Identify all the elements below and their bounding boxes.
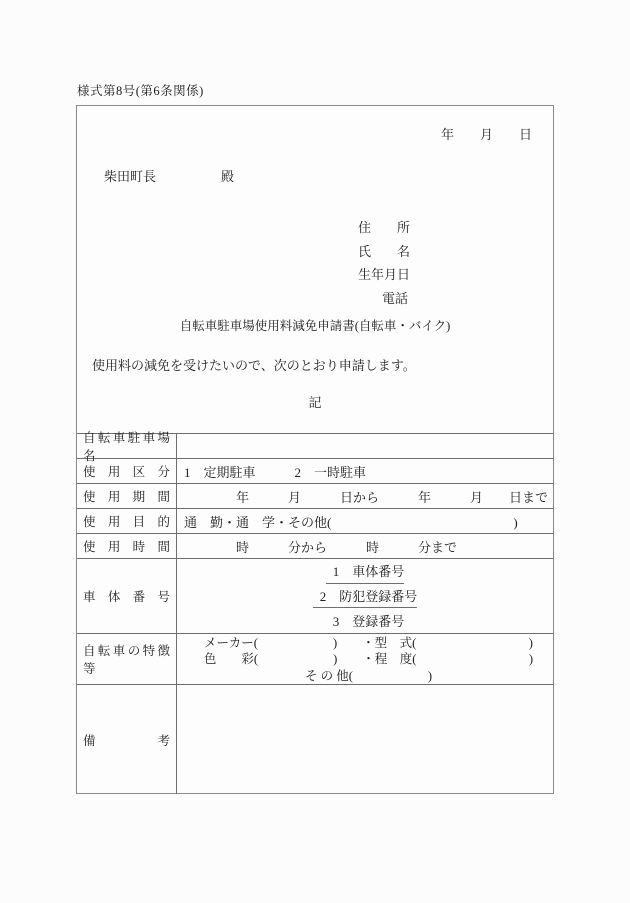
use-period-label: 使用期間: [83, 490, 170, 504]
feature-line-other: そ の 他( ): [304, 668, 433, 683]
form-border-box: [76, 105, 554, 794]
feature-line-maker-model: メーカー( ) ・型 式( ): [204, 635, 533, 650]
bicycle-features-label-cell: [77, 634, 177, 684]
table-row-bicycle-features: [77, 634, 553, 685]
remarks-label: 備考: [83, 733, 170, 748]
ki-mark: 記: [308, 395, 322, 410]
feature-line-color-condition: 色 彩( ) ・程 度( ): [203, 652, 534, 667]
parking-name-label: 自転車駐車場名: [83, 431, 170, 463]
date-line: 年 月 日: [440, 127, 532, 142]
body-number-label: 車体番号: [83, 590, 170, 604]
table-row-remarks: [77, 685, 553, 794]
table-row-body-number: [77, 559, 553, 634]
bicycle-features-value-cell: [177, 634, 553, 684]
table-row-use-category: [77, 459, 553, 484]
use-period-label-cell: [77, 484, 177, 508]
addressee-line: 柴田町長 殿: [104, 169, 235, 184]
use-category-label: 使用区分: [83, 465, 170, 479]
table-row-use-time: [77, 534, 553, 559]
remarks-value-cell: [177, 685, 553, 794]
use-time-value-cell: 時 分から 時 分まで: [184, 539, 458, 555]
table-row-use-period: [77, 484, 553, 509]
application-statement: 使用料の減免を受けたいので、次のとおり申請します。: [92, 358, 416, 373]
body-number-subrow-registration: 3 登録番号: [332, 614, 405, 630]
form-number: 様式第8号(第6条関係): [77, 84, 204, 98]
use-category-label-cell: [77, 459, 177, 483]
use-time-label: 使用時間: [83, 540, 170, 554]
bicycle-features-label: 自転車の特徴等: [83, 644, 170, 676]
use-category-value-cell: 1 定期駐車 2 一時駐車: [184, 464, 367, 480]
birthdate-label: 生年月日: [358, 267, 411, 283]
parking-name-label-cell: [77, 431, 177, 463]
remarks-label-cell: [77, 685, 177, 794]
phone-label: 電話: [382, 290, 409, 306]
body-number-value-cell: [177, 559, 553, 633]
parking-name-value-cell: [177, 434, 553, 458]
body-number-subrow-frame: 1 車体番号: [326, 559, 405, 584]
use-period-value-cell: 年 月 日から 年 月 日まで: [184, 489, 549, 505]
application-table: [77, 433, 553, 793]
table-row-use-purpose: [77, 509, 553, 534]
use-purpose-label-cell: [77, 509, 177, 533]
table-row-parking-name: [77, 431, 553, 463]
applicant-block: [358, 216, 410, 310]
document-title: 自転車駐車場使用料減免申請書(自転車・バイク): [179, 319, 451, 333]
body-number-subrow-security: 2 防犯登録番号: [313, 584, 418, 609]
use-purpose-label: 使用目的: [83, 515, 170, 529]
address-label: 住 所: [358, 220, 411, 235]
use-purpose-value-cell: 通 勤・通 学・その他( ): [184, 514, 518, 530]
name-label: 氏 名: [358, 243, 411, 259]
use-time-label-cell: [77, 534, 177, 558]
body-number-label-cell: [77, 559, 177, 633]
